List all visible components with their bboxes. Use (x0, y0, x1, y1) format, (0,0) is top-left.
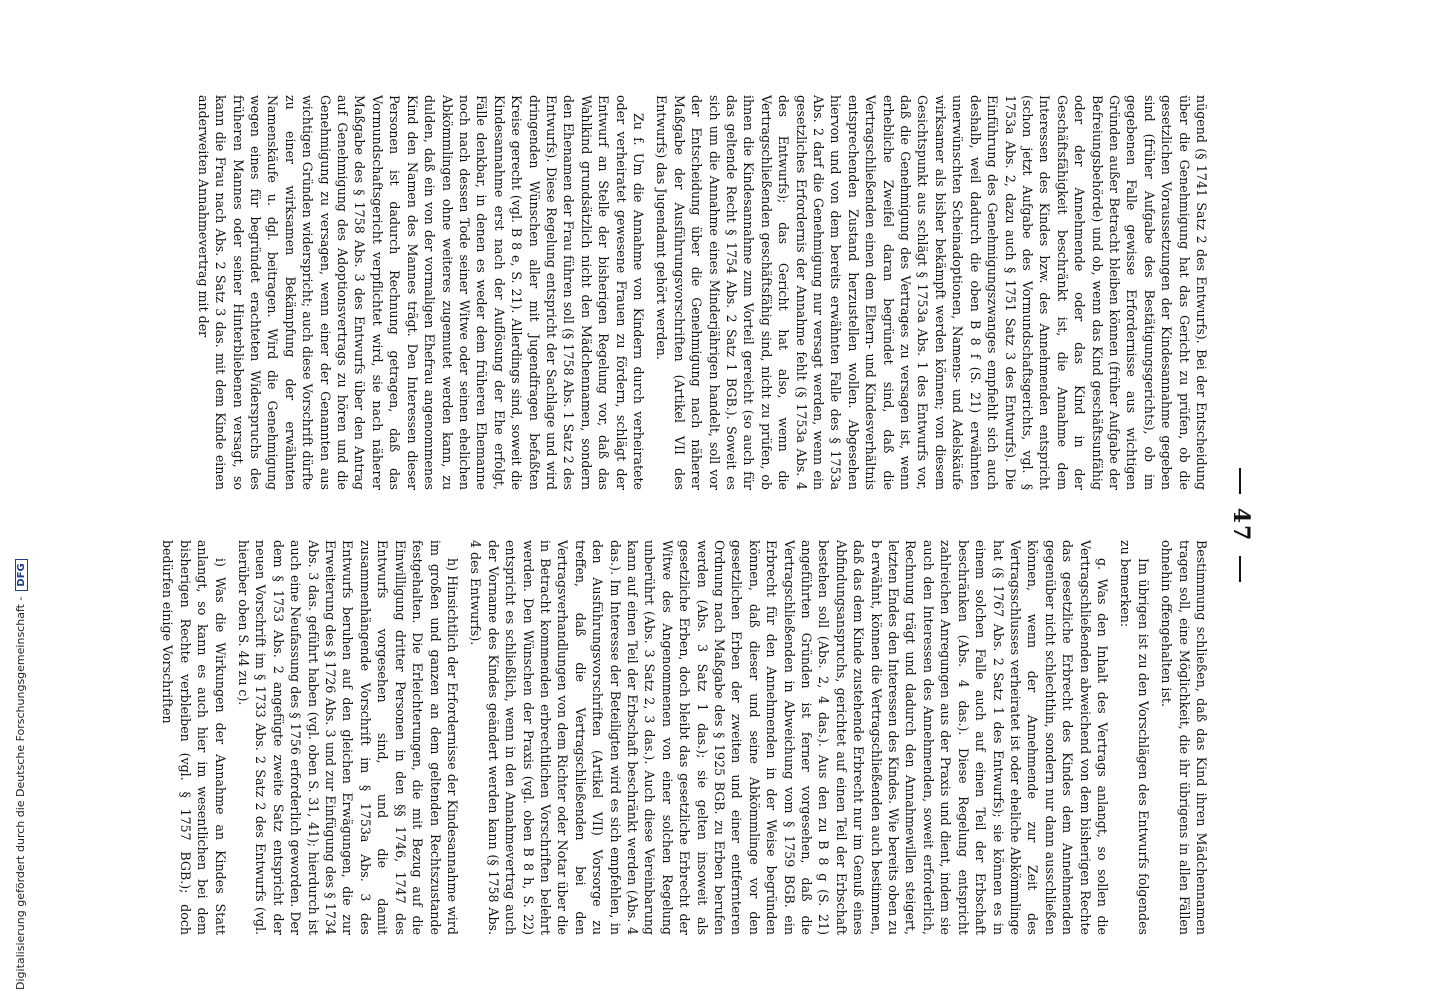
right-text-column (160, 540, 1210, 935)
digitization-notice-text: Digitalisierung gefördert durch die Deutsche Forschungsgemeinschaft - (14, 596, 27, 990)
document-page (150, 95, 1260, 955)
left-text-column (160, 95, 1210, 490)
left-paragraph-1: nügend (§ 1741 Satz 2 des Entwurfs). Bei der Entscheidung über die Genehmigung hat das Gericht zu prüfen, ob die gesetzlichen Voraussetzungen der Kindesannahme gegeben sind (früher Aufgabe des Bestätigungsgerichts), ob im gegebenen Falle gewisse Erfordernisse aus wichtigen Gründen außer Betracht bleiben können (früher Aufgabe der Befreiungsbehörde) und ob, wenn das Kind geschäftsunfähig oder der Annehmende oder das Kind in der Geschäftsfähigkeit beschränkt ist, die Annahme dem Interessen des Kindes bzw. des Annehmenden entspricht (schon jetzt Aufgabe des Vormundschaftsgerichts, vgl. § 1753a Abs. 2, dazu auch § 1751 Satz 3 des Entwurfs). Die Einführung des Genehmigungszwanges empfiehlt sich auch deshalb, weil dadurch die oben B 8 f (S. 21) erwähnten unerwünschten Scheinadoptionen, Namens- und Adelskäufe wirksamer als bisher bekämpft werden können; von diesem Gesichtspunkt aus schlägt § 1753a Abs. 1 des Entwurfs vor, daß die Genehmigung des Vertrages zu versagen ist, wenn erhebliche Zweifel daran begründet sind, daß die Vertragschließenden einen dem Eltern- und Kindesverhältnis entsprechenden Zustand herzustellen wollen. Abgesehen hiervon und von dem bereits erwähnten Falle des § 1753a Abs. 2 darf die Genehmigung nur versagt werden, wenn ein gesetzliches Erfordernis der Annahme fehlt (§ 1753a Abs. 4 des Entwurfs); das Gericht hat also, wenn die Vertragschließenden geschäftsfähig sind, nicht zu prüfen, ob ihnen die Kindesannahme zum Vorteil gereicht (so auch für das geltende Recht § 1754 Abs. 2 Satz 1 BGB.). Soweit es sich um die Annahme eines Minderjährigen handelt, soll vor der Entscheidung über die Genehmigung nach näherer Maßgabe der Ausführungsvorschriften (Artikel VII des Entwurfs) das Jugendamt gehört werden. (654, 95, 1209, 490)
page-number (1228, 95, 1254, 955)
dfg-logo: DFG (15, 559, 28, 590)
left-paragraph-2: Zu f. Um die Annahme von Kindern durch verheiratete oder verheiratet gewesene Frauen zu fördern, schlägt der Entwurf an Stelle der bisherigen Regelung vor, daß das Wahlkind grundsätzlich nicht den Mädchennamen, sondern den Ehenamen der Frau führen soll (§ 1758 Abs. 1 Satz 2 des Entwurfs). Diese Regelung entspricht der Sachlage und wird dringenden Wünschen aller mit Jugendfragen befaßten Kreise gerecht (vgl. B 8 e, S. 21). Allerdings sind, soweit die Kindesannahme erst nach der Auflösung der Ehe erfolgt, Fälle denkbar, in denen es weder dem früheren Ehemanne noch nach dessen Tode seiner Witwe oder seinen ehelichen Abkömmlingen ohne weiteres zugemutet werden kann, zu dulden, daß ein von der vormaligen Ehefrau angenommenes Kind den Namen des Mannes trägt. Den Interessen dieser Personen ist dadurch Rechnung getragen, daß das Vormundschaftsgericht verpflichtet wird, sie nach näherer Maßgabe des § 1758 Abs. 3 des Entwurfs über den Antrag auf Genehmigung des Adoptionsvertrags zu hören und die Genehmigung zu versagen, wenn einer der Genannten aus wichtigen Gründen widerspricht; auch diese Vorschrift dürfte zu einer wirksamen Bekämpfung der erwähnten Namenskäufe u. dgl. beitragen. Wird die Genehmigung wegen eines für begründet erachteten Widerspruchs des früheren Mannes oder seiner Hinterbliebenen versagt, so kann die Frau nach Abs. 2 Satz 3 das. mit dem Kinde einen anderweiten Annahmevertrag mit der (195, 95, 646, 490)
right-paragraph-3: g. Was den Inhalt des Vertrags anlangt, so sollen die Vertragschließenden abweichend von dem bisherigen Rechte das gesetzliche Erbrecht des Kindes dem Annehmenden gegenüber nicht schlechthin, sondern nur dann ausschließen können, wenn der Annehmende zur Zeit des Vertragsschlusses verheiratet ist oder eheliche Abkömmlinge hat (§ 1767 Abs. 2 Satz 1 des Entwurfs); sie können es in einem solchen Falle auch auf einen Teil der Erbschaft beschränken (Abs. 4 das.). Diese Regelung entspricht zahlreichen Anregungen aus der Praxis und dient, indem sie auch den Interessen des Annehmenden, soweit erforderlich, Rechnung trägt und dadurch den Annahmewillen steigert, letzten Endes den Interessen des Kindes. Wie bereits oben zu b erwähnt, können die Vertragschließenden auch bestimmen, daß das dem Kinde zustehende Erbrecht nur im Genuß eines Abfindungsanspruchs, gerichtet auf einen Teil der Erbschaft bestehen soll (Abs. 2, 4 das.). Aus den zu B 8 g (S. 21) angeführten Gründen ist ferner vorgesehen, daß die Vertragschließenden in Abweichung vom § 1759 BGB. ein Erbrecht für den Annehmenden in der Weise begründen können, daß dieser und seine Abkömmlinge vor den gesetzlichen Erben der zweiten und einer entfernteren Ordnung nach Maßgabe des § 1925 BGB. zu Erben berufen werden (Abs. 3 Satz 1 das.); sie gelten insoweit als gesetzliche Erben, doch bleibt das gesetzliche Erbrecht der Witwe des Angenommenen von einer solchen Regelung unberührt (Abs. 3 Satz 2, 3 das.). Auch diese Vereinbarung kann auf einen Teil der Erbschaft beschränkt werden (Abs. 4 das.). Im Interesse der Beteiligten wird es sich empfehlen, in den Ausführungsvorschriften (Artikel VII) Vorsorge zu treffen, daß die Vertragschließenden bei den Vertragsverhandlungen von dem Richter oder Notar über die in Betracht kommenden erbrechtlichen Vorschriften belehrt werden. Den Wünschen der Praxis (vgl. oben B 8 h, S. 22) entspricht es schließlich, wenn in den Annahmevertrag auch der Vorname des Kindes geändert werden kann (§ 1758 Abs. 4 des Entwurfs). (468, 540, 1110, 935)
right-paragraph-1: Bestimmung schließen, daß das Kind ihren Mädchennamen tragen soll, eine Möglichkeit, die ihr übrigens in allen Fällen ohnehin offengehalten ist. (1159, 540, 1209, 935)
digitization-footer (0, 0, 60, 1000)
right-paragraph-4: h) Hinsichtlich der Erfordernisse der Kindesannahme wird im großen und ganzen an dem geltenden Rechtszustande festgehalten. Die Erleichterungen, die mit Bezug auf die Einwilligung dritter Personen in den §§ 1746, 1747 des Entwurfs vorgesehen sind, und die damit zusammenhängende Vorschrift im § 1753a Abs. 3 des Entwurfs beruhen auf den gleichen Erwägungen, die zur Erweiterung des § 1726 Abs. 3 und zur Einfügung des § 1734 Abs. 3 das. geführt haben (vgl. oben S. 31, 41); hierdurch ist auch eine Neufassung des § 1756 erforderlich geworden. Der dem § 1753 Abs. 2 angefügte zweite Satz entspricht der neuen Vorschrift im § 1733 Abs. 2 Satz 2 des Entwurfs (vgl. hierüber oben S. 44 zu c). (236, 540, 460, 935)
digitization-notice (14, 559, 28, 990)
page-number-dash-left (1239, 468, 1241, 494)
page-number-text: 47 (1228, 507, 1254, 543)
right-paragraph-5: i) Was die Wirkungen der Annahme an Kindes Statt anlangt, so kann es auch hier im wesentlichen bei dem bisherigen Rechte verbleiben (vgl. § 1757 BGB.); doch bedürfen einige Vorschriften (160, 540, 228, 935)
right-paragraph-2: Im übrigen ist zu den Vorschlägen des Entwurfs folgendes zu bemerken: (1118, 540, 1151, 935)
page-number-dash-right (1239, 556, 1241, 582)
